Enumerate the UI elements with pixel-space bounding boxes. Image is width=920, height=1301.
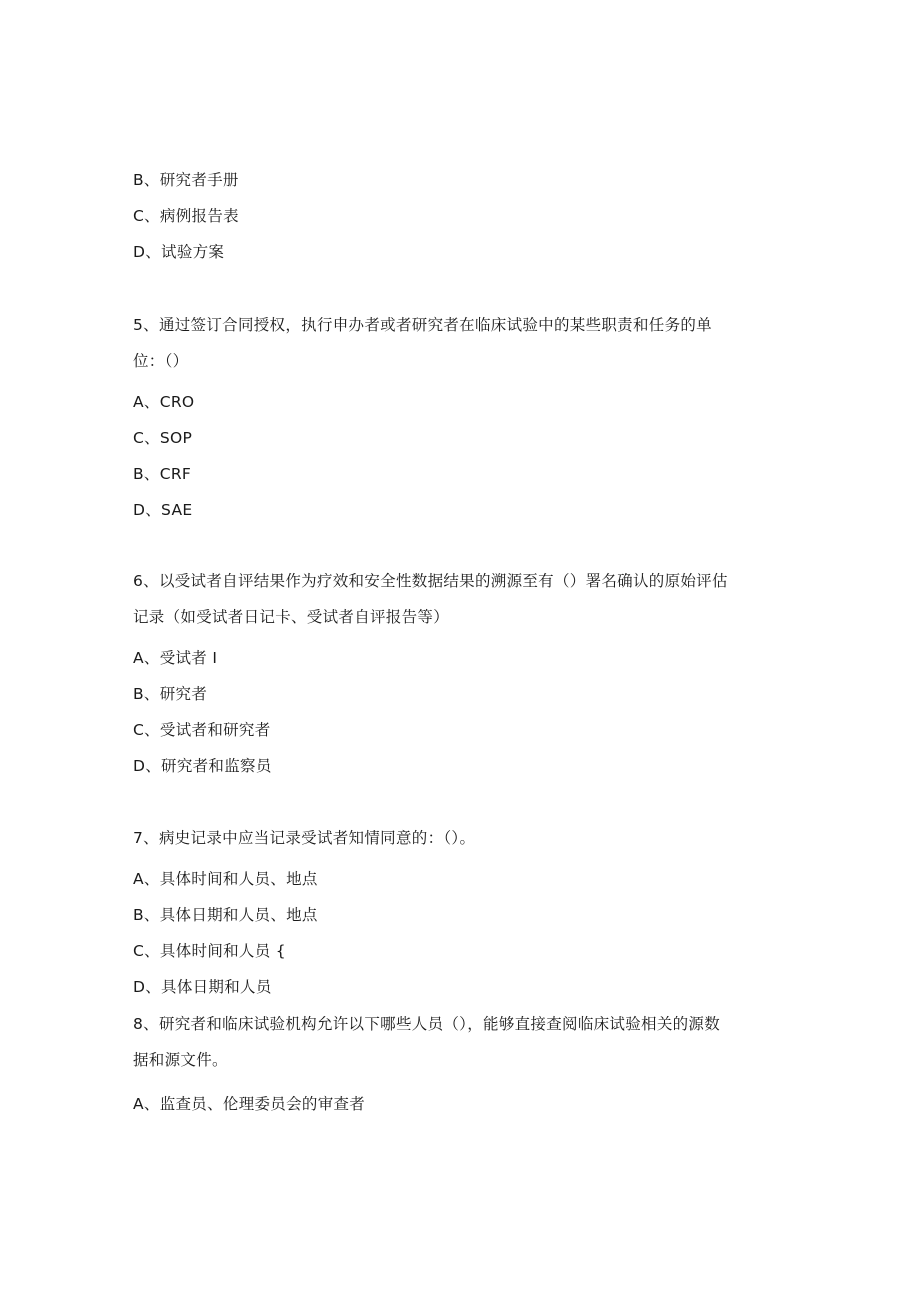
q6-option-b: B、研究者	[133, 685, 208, 703]
q7-option-b: B、具体日期和人员、地点	[133, 906, 318, 924]
q5-option-a: A、CRO	[133, 393, 195, 411]
q4-option-c: C、病例报告表	[133, 207, 239, 225]
q6-stem-line1: 6、以受试者自评结果作为疗效和安全性数据结果的溯源至有（）署名确认的原始评估	[133, 572, 728, 590]
q7-option-a: A、具体时间和人员、地点	[133, 870, 318, 888]
q6-option-a: A、受试者 I	[133, 649, 218, 667]
q8-option-a: A、监查员、伦理委员会的审查者	[133, 1095, 366, 1113]
q5-option-c: C、SOP	[133, 429, 193, 447]
q6-option-d: D、研究者和监察员	[133, 757, 272, 775]
q7-option-c: C、具体时间和人员 {	[133, 942, 286, 960]
q5-stem-line2: 位：（）	[133, 352, 189, 370]
q5-option-d: D、SAE	[133, 501, 193, 519]
q7-option-d: D、具体日期和人员	[133, 978, 272, 996]
q6-option-c: C、受试者和研究者	[133, 721, 271, 739]
q4-option-b: B、研究者手册	[133, 171, 239, 189]
q6-stem-line2: 记录（如受试者日记卡、受试者自评报告等）	[133, 608, 450, 626]
q5-stem-line1: 5、通过签订合同授权，执行申办者或者研究者在临床试验中的某些职责和任务的单	[133, 316, 712, 334]
q8-stem-line2: 据和源文件。	[133, 1051, 228, 1069]
q8-stem-line1: 8、研究者和临床试验机构允许以下哪些人员（），能够直接查阅临床试验相关的源数	[133, 1015, 721, 1033]
q4-option-d: D、试验方案	[133, 243, 225, 261]
q5-option-b: B、CRF	[133, 465, 192, 483]
q7-stem-line1: 7、病史记录中应当记录受试者知情同意的：（）。	[133, 829, 476, 847]
